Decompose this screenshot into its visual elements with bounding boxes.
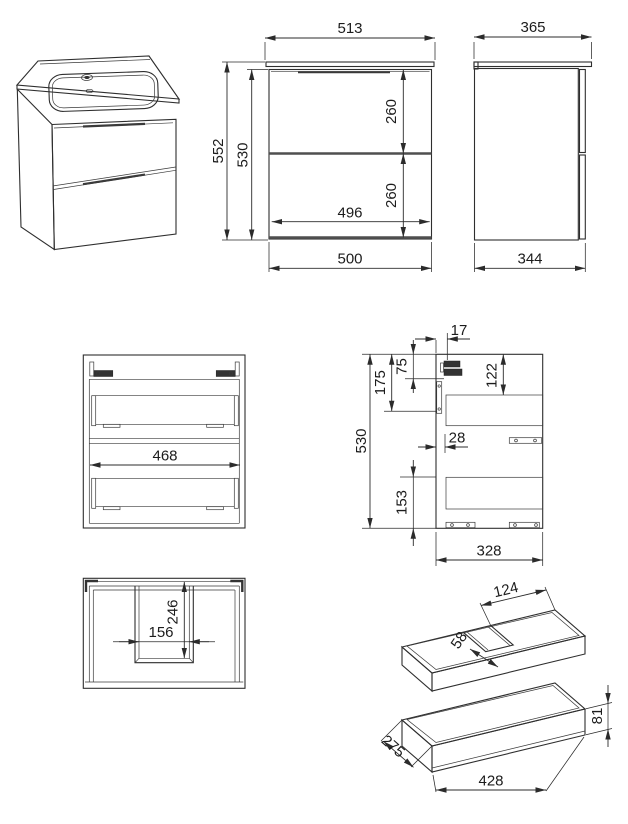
dim-lower-zone: 153	[393, 489, 411, 516]
dim-back-offset: 17	[450, 322, 468, 339]
side-dimensions	[474, 19, 592, 272]
upper-drawer-iso	[402, 610, 585, 691]
iso-dimensions	[378, 579, 612, 792]
vanity-cabinet-body	[17, 89, 176, 249]
carcass-front-view	[75, 345, 260, 540]
dim-upper-zone: 175	[372, 370, 389, 396]
dim-cutout-width: 156	[148, 624, 174, 641]
dim-drawer-depth: 275	[377, 731, 408, 762]
vanity-countertop	[17, 56, 179, 112]
dim-hanger: 75	[393, 358, 411, 375]
hanging-brackets	[90, 362, 239, 377]
plan-view	[75, 570, 260, 700]
carcass-outline	[83, 355, 245, 528]
lower-drawer-box	[92, 478, 239, 509]
dim-channel-width: 58	[447, 628, 472, 653]
dim-drawer-lower: 260	[383, 182, 400, 209]
dim-drawer-upper: 260	[383, 98, 400, 125]
lower-drawer-iso	[402, 683, 585, 772]
front-dimensions	[210, 20, 435, 272]
dim-body-depth: 344	[517, 250, 543, 268]
plan-dimensions	[113, 582, 215, 659]
dim-drawer-height: 81	[589, 707, 606, 725]
dim-carcass-inner-width: 468	[152, 447, 178, 465]
dim-compartment-width: 124	[491, 578, 521, 602]
dim-section-depth: 328	[476, 542, 502, 560]
dim-top-width: 513	[337, 20, 363, 37]
dim-body-width: 500	[337, 250, 363, 268]
perspective-view	[5, 50, 205, 265]
side-elevation-view	[455, 15, 628, 285]
side-outline	[474, 62, 592, 240]
carcass-dimensions	[90, 448, 240, 466]
upper-drawer-box	[92, 396, 239, 428]
section-dimensions	[353, 322, 543, 566]
dim-slide-offset: 28	[448, 429, 466, 447]
dim-inner-width: 496	[337, 204, 363, 222]
dim-section-height: 530	[353, 428, 370, 454]
dim-drawer-width: 428	[478, 772, 504, 790]
dim-cutout-depth: 246	[164, 599, 182, 625]
dim-body-height: 530	[234, 142, 252, 168]
drawers-iso-view	[350, 578, 628, 820]
dim-slot-drop: 122	[483, 362, 501, 389]
front-elevation-view	[210, 15, 455, 285]
carcass-section-view	[352, 320, 628, 570]
dim-top-depth: 365	[520, 19, 546, 36]
dim-total-height: 552	[210, 138, 227, 164]
